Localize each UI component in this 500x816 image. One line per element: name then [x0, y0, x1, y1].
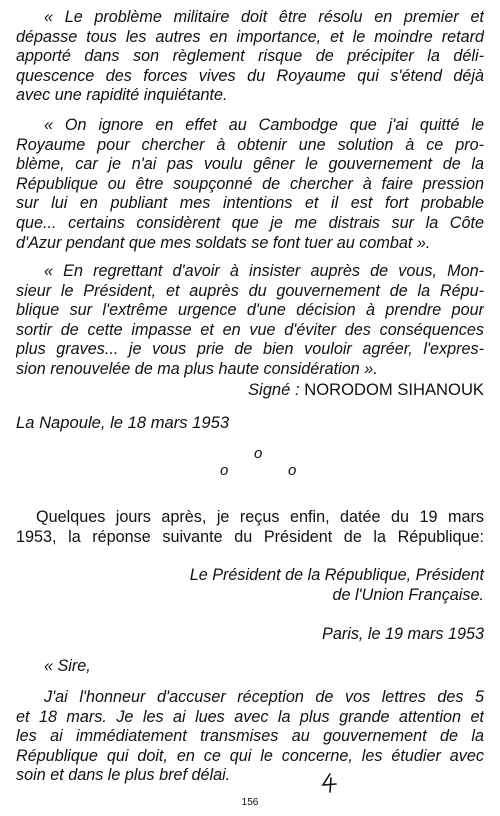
- letter-paragraph-2: [16, 116, 484, 253]
- text-line: quescence des forces vives du Royaume qui s'étend déjà: [16, 66, 484, 85]
- sender-line-2: de l'Union Française.: [332, 585, 484, 604]
- text-line: blème, car je n'ai pas voulu gêner le gouvernement de la: [16, 155, 484, 174]
- text-line: Royaume pour chercher à obtenir une solution à ce pro-: [16, 135, 484, 154]
- signature-prefix: Signé :: [247, 380, 305, 399]
- page-number: 156: [241, 797, 259, 808]
- text-line: plus graves... je vous prie de bien vouloir agréer, l'expres-: [16, 340, 484, 359]
- separator-mark-left: o: [220, 462, 229, 479]
- text-line: avec une rapidité inquiétante.: [16, 86, 228, 105]
- dateline: La Napoule, le 18 mars 1953: [16, 413, 230, 432]
- text-line: sieur le Président, et auprès du gouvernement de la Répu-: [16, 281, 484, 300]
- text-line: sur lui en publiant mes intentions et il est fort probable: [16, 194, 484, 213]
- text-line: apporté dans son règlement risque de précipiter la déli-: [16, 47, 484, 66]
- text-line: République qui doit, en ce qui le concerne, les étudier avec: [16, 746, 484, 765]
- text-line: « Le problème militaire doit être résolu en premier et: [44, 8, 484, 26]
- text-line: d'Azur pendant que mes soldats se font tuer au combat ».: [16, 233, 431, 252]
- text-line: 1953, la réponse suivante du Président de la République:: [16, 527, 484, 546]
- reply-dateline: Paris, le 19 mars 1953: [322, 625, 484, 643]
- letter-paragraph-3: [16, 262, 484, 380]
- text-line: Quelques jours après, je reçus enfin, datée du 19 mars: [36, 508, 484, 526]
- text-line: blique sur l'extrême urgence d'une décision à prendre pour: [16, 301, 484, 320]
- text-line: « On ignore en effet au Cambodge que j'ai quitté le: [44, 116, 484, 134]
- sender-line-1: Le Président de la République, Président: [189, 566, 484, 584]
- text-line: « En regrettant d'avoir à insister auprès de vous, Mon-: [44, 262, 484, 280]
- text-line: sion renouvelée de ma plus haute considération ».: [16, 359, 378, 378]
- signature-name: NORODOM SIHANOUK: [304, 380, 484, 399]
- handwritten-mark-icon: [318, 772, 340, 794]
- text-line: soin et dans le plus bref délai.: [16, 766, 231, 785]
- letter-paragraph-1: [16, 8, 484, 106]
- text-line: et 18 mars. Je les ai lues avec la plus grande attention et: [16, 707, 484, 726]
- text-line: que... certains considèrent que je me distrais sur la Côte: [16, 213, 484, 232]
- signature: [248, 380, 484, 400]
- narration-paragraph: [16, 508, 484, 547]
- text-line: les ai immédiatement transmises au gouvernement de la: [16, 727, 484, 746]
- sender-title: [190, 566, 484, 605]
- separator-mark-top: o: [254, 445, 263, 462]
- text-line: République ou être soupçonné de chercher à faire pression: [16, 174, 484, 193]
- salutation: « Sire,: [44, 657, 91, 675]
- text-line: sortir de cette impasse et en vue d'éviter des conséquences: [16, 320, 484, 339]
- text-line: J'ai l'honneur d'accuser réception de vos lettres des 5: [44, 688, 484, 706]
- separator-mark-right: o: [288, 462, 297, 479]
- text-line: dépasse tous les autres en importance, et le moindre retard: [16, 27, 484, 46]
- reply-paragraph: [16, 688, 484, 786]
